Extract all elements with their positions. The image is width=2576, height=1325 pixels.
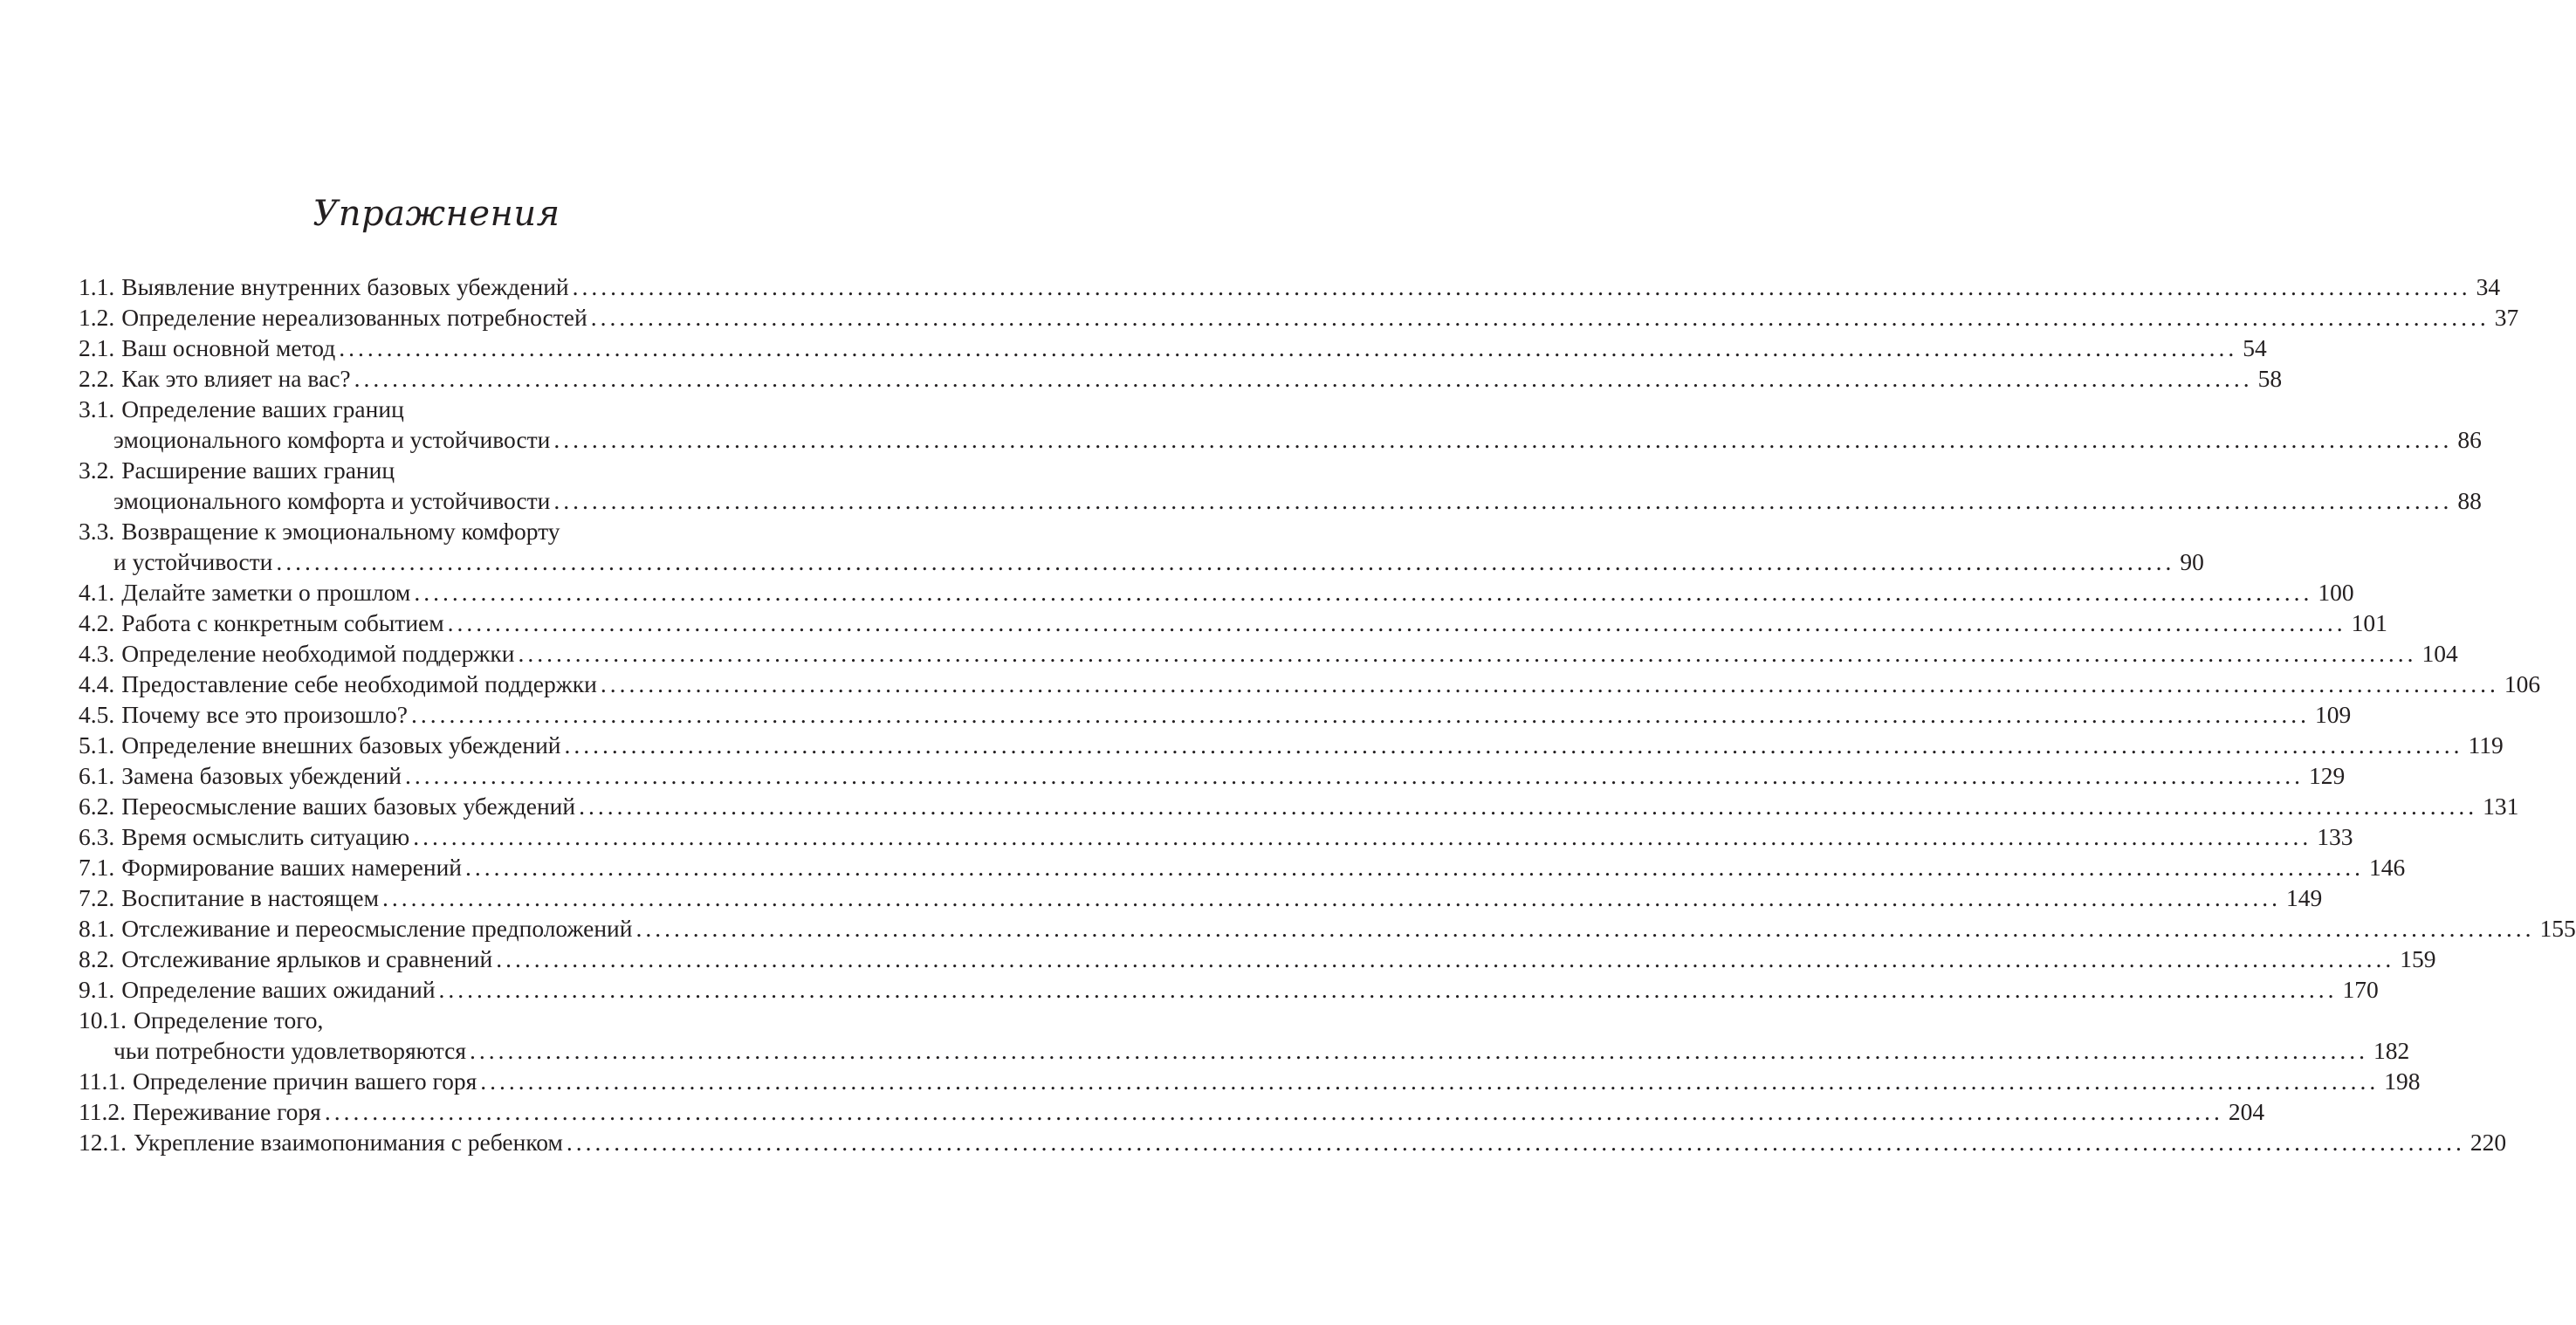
- exercise-title: Предоставление себе необходимой поддержки: [121, 670, 597, 697]
- dot-leader: ........................................................................................................................................................................................................: [465, 854, 2365, 881]
- toc-entry-line: [79, 1096, 2265, 1127]
- page-number: 129: [2308, 762, 2346, 789]
- page-number: 146: [2369, 854, 2406, 881]
- toc-entry[interactable]: [79, 1066, 2421, 1096]
- exercise-title: Время осмыслить ситуацию: [121, 823, 410, 850]
- dot-leader: ........................................................................................................................................................................................................: [553, 487, 2453, 514]
- toc-entry-line: [79, 699, 2352, 730]
- exercise-number: 4.5.: [79, 701, 115, 728]
- page-number: 34: [2476, 273, 2501, 300]
- exercise-title: Выявление внутренних базовых убеждений: [121, 273, 569, 300]
- exercise-title: Переживание горя: [132, 1098, 321, 1125]
- toc-entry[interactable]: [79, 699, 2352, 730]
- exercise-title: Определение причин вашего горя: [132, 1068, 477, 1095]
- toc-entry-line: [79, 1035, 2410, 1066]
- exercise-title: Определение внешних базовых убеждений: [121, 731, 561, 759]
- page-number: 182: [2373, 1037, 2410, 1064]
- dot-leader: ........................................................................................................................................................................................................: [590, 304, 2490, 331]
- exercise-number: 6.1.: [79, 762, 115, 789]
- toc-entry[interactable]: [79, 608, 2387, 638]
- exercise-title: Определение того,: [134, 1006, 324, 1033]
- dot-leader: ........................................................................................................................................................................................................: [564, 731, 2463, 759]
- toc-entry[interactable]: [79, 577, 2354, 608]
- dot-leader: ........................................................................................................................................................................................................: [579, 793, 2478, 820]
- page-number: 198: [2384, 1068, 2421, 1095]
- page-number: 104: [2421, 640, 2458, 667]
- exercise-title: Делайте заметки о прошлом: [121, 579, 411, 606]
- exercise-title: Формирование ваших намерений: [121, 854, 463, 881]
- toc-entry-line: [79, 424, 2482, 455]
- toc-entry-line: [79, 760, 2346, 791]
- page-number: 86: [2457, 426, 2482, 453]
- page-number: 149: [2286, 884, 2323, 911]
- toc-entry-line: [79, 546, 2204, 577]
- exercise-title: Работа с конкретным событием: [121, 609, 444, 636]
- exercise-title: Определение ваших ожиданий: [121, 976, 436, 1003]
- exercise-title: Воспитание в настоящем: [121, 884, 380, 911]
- toc-entry[interactable]: [79, 363, 2283, 394]
- exercise-number: 6.2.: [79, 793, 115, 820]
- dot-leader: ........................................................................................................................................................................................................: [324, 1098, 2223, 1125]
- exercise-number: 7.2.: [79, 884, 115, 911]
- toc-entry[interactable]: [79, 333, 2267, 363]
- exercise-title: Расширение ваших границ: [121, 457, 395, 484]
- exercise-title: Как это влияет на вас?: [121, 365, 351, 392]
- toc-entry-line: [79, 333, 2267, 363]
- toc-entry-line: [79, 974, 2379, 1005]
- toc-entry[interactable]: [79, 516, 2204, 577]
- toc-entry-line: [79, 730, 2504, 760]
- page-title: Упражнения: [313, 194, 560, 234]
- dot-leader: ........................................................................................................................................................................................................: [496, 945, 2395, 972]
- dot-leader: ........................................................................................................................................................................................................: [413, 823, 2312, 850]
- dot-leader: ........................................................................................................................................................................................................: [635, 915, 2535, 942]
- dot-leader: ........................................................................................................................................................................................................: [438, 976, 2338, 1003]
- exercise-title: эмоционального комфорта и устойчивости: [113, 487, 551, 514]
- toc-entry-line: [79, 882, 2323, 913]
- dot-leader: ........................................................................................................................................................................................................: [447, 609, 2346, 636]
- exercise-title: и устойчивости: [113, 548, 273, 575]
- exercise-number: 8.1.: [79, 915, 115, 942]
- exercise-number: 2.2.: [79, 365, 115, 392]
- toc-entry[interactable]: [79, 852, 2406, 882]
- page-number: 155: [2539, 915, 2576, 942]
- exercise-title: Переосмысление ваших базовых убеждений: [121, 793, 576, 820]
- exercise-title: чьи потребности удовлетворяются: [113, 1037, 467, 1064]
- toc-entry[interactable]: [79, 1096, 2265, 1127]
- page-number: 133: [2317, 823, 2353, 850]
- toc-entry-line: [79, 852, 2406, 882]
- page-number: 100: [2318, 579, 2354, 606]
- toc-entry-line: [79, 821, 2353, 852]
- page-number: 88: [2457, 487, 2482, 514]
- exercise-number: 11.1.: [79, 1068, 126, 1095]
- exercise-number: 4.1.: [79, 579, 115, 606]
- page-number: 106: [2504, 670, 2541, 697]
- toc-entry[interactable]: [79, 760, 2346, 791]
- exercise-number: 3.3.: [79, 518, 115, 545]
- exercise-title: Возвращение к эмоциональному комфорту: [121, 518, 560, 545]
- exercise-number: 6.3.: [79, 823, 115, 850]
- exercise-title: Определение необходимой поддержки: [121, 640, 515, 667]
- toc-entry[interactable]: [79, 791, 2519, 821]
- exercise-number: 4.2.: [79, 609, 115, 636]
- page-number: 170: [2342, 976, 2379, 1003]
- toc-entry[interactable]: [79, 271, 2501, 302]
- toc-entry[interactable]: [79, 394, 2482, 455]
- exercise-number: 11.2.: [79, 1098, 126, 1125]
- dot-leader: ........................................................................................................................................................................................................: [410, 701, 2310, 728]
- toc-entry[interactable]: [79, 730, 2504, 760]
- dot-leader: ........................................................................................................................................................................................................: [404, 762, 2304, 789]
- toc-entry[interactable]: [79, 882, 2323, 913]
- toc-entry-line: [79, 913, 2576, 944]
- toc-entry[interactable]: [79, 913, 2576, 944]
- toc-entry-line: [79, 1127, 2507, 1157]
- page-number: 101: [2351, 609, 2387, 636]
- exercise-number: 1.1.: [79, 273, 115, 300]
- toc-entry[interactable]: [79, 455, 2482, 516]
- dot-leader: ........................................................................................................................................................................................................: [518, 640, 2417, 667]
- toc-entry-line: [79, 791, 2519, 821]
- exercise-title: Отслеживание и переосмысление предположений: [121, 915, 633, 942]
- toc-entry-line: [79, 638, 2458, 669]
- toc-entry[interactable]: [79, 302, 2519, 333]
- dot-leader: ........................................................................................................................................................................................................: [382, 884, 2282, 911]
- exercise-number: 1.2.: [79, 304, 115, 331]
- exercise-number: 5.1.: [79, 731, 115, 759]
- page-number: 109: [2314, 701, 2352, 728]
- toc-entry-line: [79, 363, 2283, 394]
- toc-entry[interactable]: [79, 944, 2436, 974]
- exercise-number: 10.1.: [79, 1006, 127, 1033]
- exercise-title: Укрепление взаимопонимания с ребенком: [134, 1129, 563, 1156]
- page-number: 37: [2494, 304, 2519, 331]
- exercise-number: 4.3.: [79, 640, 115, 667]
- exercise-title: эмоционального комфорта и устойчивости: [113, 426, 551, 453]
- exercise-number: 9.1.: [79, 976, 115, 1003]
- exercise-number: 2.1.: [79, 334, 115, 361]
- page-number: 90: [2180, 548, 2204, 575]
- dot-leader: ........................................................................................................................................................................................................: [276, 548, 2175, 575]
- dot-leader: ........................................................................................................................................................................................................: [339, 334, 2238, 361]
- exercise-title: Замена базовых убеждений: [121, 762, 402, 789]
- dot-leader: ........................................................................................................................................................................................................: [414, 579, 2313, 606]
- exercise-number: 3.1.: [79, 395, 115, 422]
- dot-leader: ........................................................................................................................................................................................................: [600, 670, 2499, 697]
- exercise-list: [79, 271, 2576, 1157]
- toc-entry[interactable]: [79, 638, 2458, 669]
- exercise-title: Определение ваших границ: [121, 395, 404, 422]
- toc-entry[interactable]: [79, 974, 2379, 1005]
- exercise-title: Ваш основной метод: [121, 334, 336, 361]
- dot-leader: ........................................................................................................................................................................................................: [470, 1037, 2369, 1064]
- toc-entry-line: [79, 455, 725, 485]
- exercise-title: Определение нереализованных потребностей: [121, 304, 587, 331]
- exercise-title: Отслеживание ярлыков и сравнений: [121, 945, 493, 972]
- page-number: 204: [2228, 1098, 2265, 1125]
- toc-entry[interactable]: [79, 669, 2541, 699]
- page-number: 220: [2470, 1129, 2507, 1156]
- dot-leader: ........................................................................................................................................................................................................: [480, 1068, 2380, 1095]
- dot-leader: ........................................................................................................................................................................................................: [354, 365, 2253, 392]
- toc-entry-line: [79, 1005, 725, 1035]
- page-number: 159: [2400, 945, 2436, 972]
- toc-entry[interactable]: [79, 1127, 2507, 1157]
- dot-leader: ........................................................................................................................................................................................................: [572, 273, 2471, 300]
- toc-entry-line: [79, 394, 725, 424]
- toc-entry-line: [79, 1066, 2421, 1096]
- toc-entry[interactable]: [79, 1005, 2410, 1066]
- toc-entry[interactable]: [79, 821, 2353, 852]
- dot-leader: ........................................................................................................................................................................................................: [566, 1129, 2465, 1156]
- exercise-title: Почему все это произошло?: [121, 701, 408, 728]
- toc-entry-line: [79, 271, 2501, 302]
- toc-entry-line: [79, 302, 2519, 333]
- toc-entry-line: [79, 669, 2541, 699]
- exercise-number: 4.4.: [79, 670, 115, 697]
- toc-entry-line: [79, 608, 2387, 638]
- toc-entry-line: [79, 944, 2436, 974]
- exercise-number: 7.1.: [79, 854, 115, 881]
- exercise-number: 3.2.: [79, 457, 115, 484]
- exercise-number: 12.1.: [79, 1129, 127, 1156]
- toc-entry-line: [79, 516, 725, 546]
- toc-entry-line: [79, 577, 2354, 608]
- page-number: 119: [2468, 731, 2504, 759]
- dot-leader: ........................................................................................................................................................................................................: [553, 426, 2453, 453]
- page-number: 58: [2257, 365, 2283, 392]
- exercise-number: 8.2.: [79, 945, 115, 972]
- page-number: 131: [2483, 793, 2519, 820]
- page-number: 54: [2243, 334, 2267, 361]
- toc-entry-line: [79, 485, 2482, 516]
